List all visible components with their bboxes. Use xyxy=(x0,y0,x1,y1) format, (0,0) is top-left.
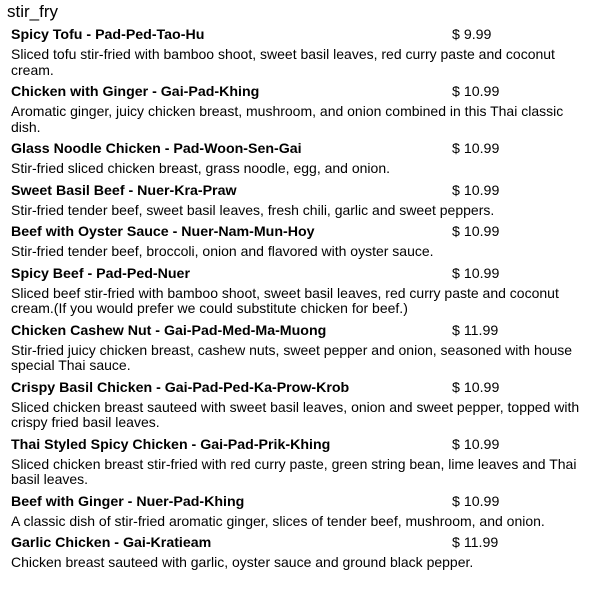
item-price: $ 10.99 xyxy=(452,436,500,453)
item-price: $ 10.99 xyxy=(452,141,500,157)
menu-item xyxy=(11,221,590,263)
menu-item-header xyxy=(11,81,590,103)
menu-item xyxy=(11,81,590,138)
item-name: Beef with Oyster Sauce - Nuer-Nam-Mun-Hoy xyxy=(11,224,315,240)
item-price: $ 10.99 xyxy=(452,224,500,240)
item-price: $ 9.99 xyxy=(452,27,492,43)
menu-item-header xyxy=(11,532,590,554)
item-price: $ 10.99 xyxy=(452,84,500,100)
item-description: Stir-fried juicy chicken breast, cashew nuts, sweet pepper and onion, seasoned with house special Thai sauce. xyxy=(11,341,573,373)
item-name: Chicken Cashew Nut - Gai-Pad-Med-Ma-Muong xyxy=(11,322,327,339)
item-price: $ 10.99 xyxy=(452,493,500,510)
menu-item xyxy=(11,532,590,574)
item-name: Sweet Basil Beef - Nuer-Kra-Praw xyxy=(11,182,237,199)
menu-item-header xyxy=(11,434,590,456)
item-description: Stir-fried tender beef, broccoli, onion and flavored with oyster sauce. xyxy=(11,243,434,259)
menu-item-header xyxy=(11,320,590,342)
menu-item xyxy=(11,180,590,222)
menu-item-header xyxy=(11,180,590,202)
item-description: Stir-fried tender beef, sweet basil leaves, fresh chili, garlic and sweet peppers. xyxy=(11,201,495,218)
item-name: Glass Noodle Chicken - Pad-Woon-Sen-Gai xyxy=(11,141,302,157)
menu-item-header xyxy=(11,24,590,46)
item-name: Garlic Chicken - Gai-Kratieam xyxy=(11,535,212,551)
item-description: Sliced beef stir-fried with bamboo shoot, sweet basil leaves, red curry paste and coconut cream.(If you would prefer we could substitute chicken for beef.) xyxy=(11,284,559,316)
menu-item-header xyxy=(11,138,590,160)
menu-item-header xyxy=(11,263,590,285)
section-title: stir_fry xyxy=(7,2,58,21)
menu-item xyxy=(11,320,590,377)
item-description: Stir-fried sliced chicken breast, grass noodle, egg, and onion. xyxy=(11,160,390,176)
menu-item-header xyxy=(11,221,590,243)
menu-item xyxy=(11,434,590,491)
item-name: Chicken with Ginger - Gai-Pad-Khing xyxy=(11,84,260,100)
item-name: Spicy Tofu - Pad-Ped-Tao-Hu xyxy=(11,27,205,43)
item-price: $ 10.99 xyxy=(452,379,500,396)
menu-item xyxy=(11,491,590,533)
menu-item-header xyxy=(11,491,590,513)
item-name: Beef with Ginger - Nuer-Pad-Khing xyxy=(11,493,245,510)
menu-item xyxy=(11,24,590,81)
menu-item xyxy=(11,377,590,434)
item-price: $ 10.99 xyxy=(452,265,500,282)
item-price: $ 11.99 xyxy=(452,322,499,339)
item-description: Sliced chicken breast stir-fried with red curry paste, green string bean, lime leaves and Thai basil leaves. xyxy=(11,455,577,487)
item-price: $ 11.99 xyxy=(452,535,499,551)
item-name: Crispy Basil Chicken - Gai-Pad-Ped-Ka-Prow-Krob xyxy=(11,379,350,396)
menu-item-header xyxy=(11,377,590,399)
item-description: Sliced chicken breast sauteed with sweet basil leaves, onion and sweet pepper, topped with crispy fried basil leaves. xyxy=(11,398,580,430)
menu-item xyxy=(11,263,590,320)
item-description: A classic dish of stir-fried aromatic ginger, slices of tender beef, mushroom, and onion. xyxy=(11,512,545,529)
item-name: Thai Styled Spicy Chicken - Gai-Pad-Prik-Khing xyxy=(11,436,331,453)
menu-item xyxy=(11,138,590,180)
item-description: Chicken breast sauteed with garlic, oyster sauce and ground black pepper. xyxy=(11,554,474,570)
item-description: Sliced tofu stir-fried with bamboo shoot, sweet basil leaves, red curry paste and coconut cream. xyxy=(11,46,555,78)
item-price: $ 10.99 xyxy=(452,182,500,199)
item-name: Spicy Beef - Pad-Ped-Nuer xyxy=(11,265,190,282)
item-description: Aromatic ginger, juicy chicken breast, mushroom, and onion combined in this Thai classic dish. xyxy=(11,103,564,135)
